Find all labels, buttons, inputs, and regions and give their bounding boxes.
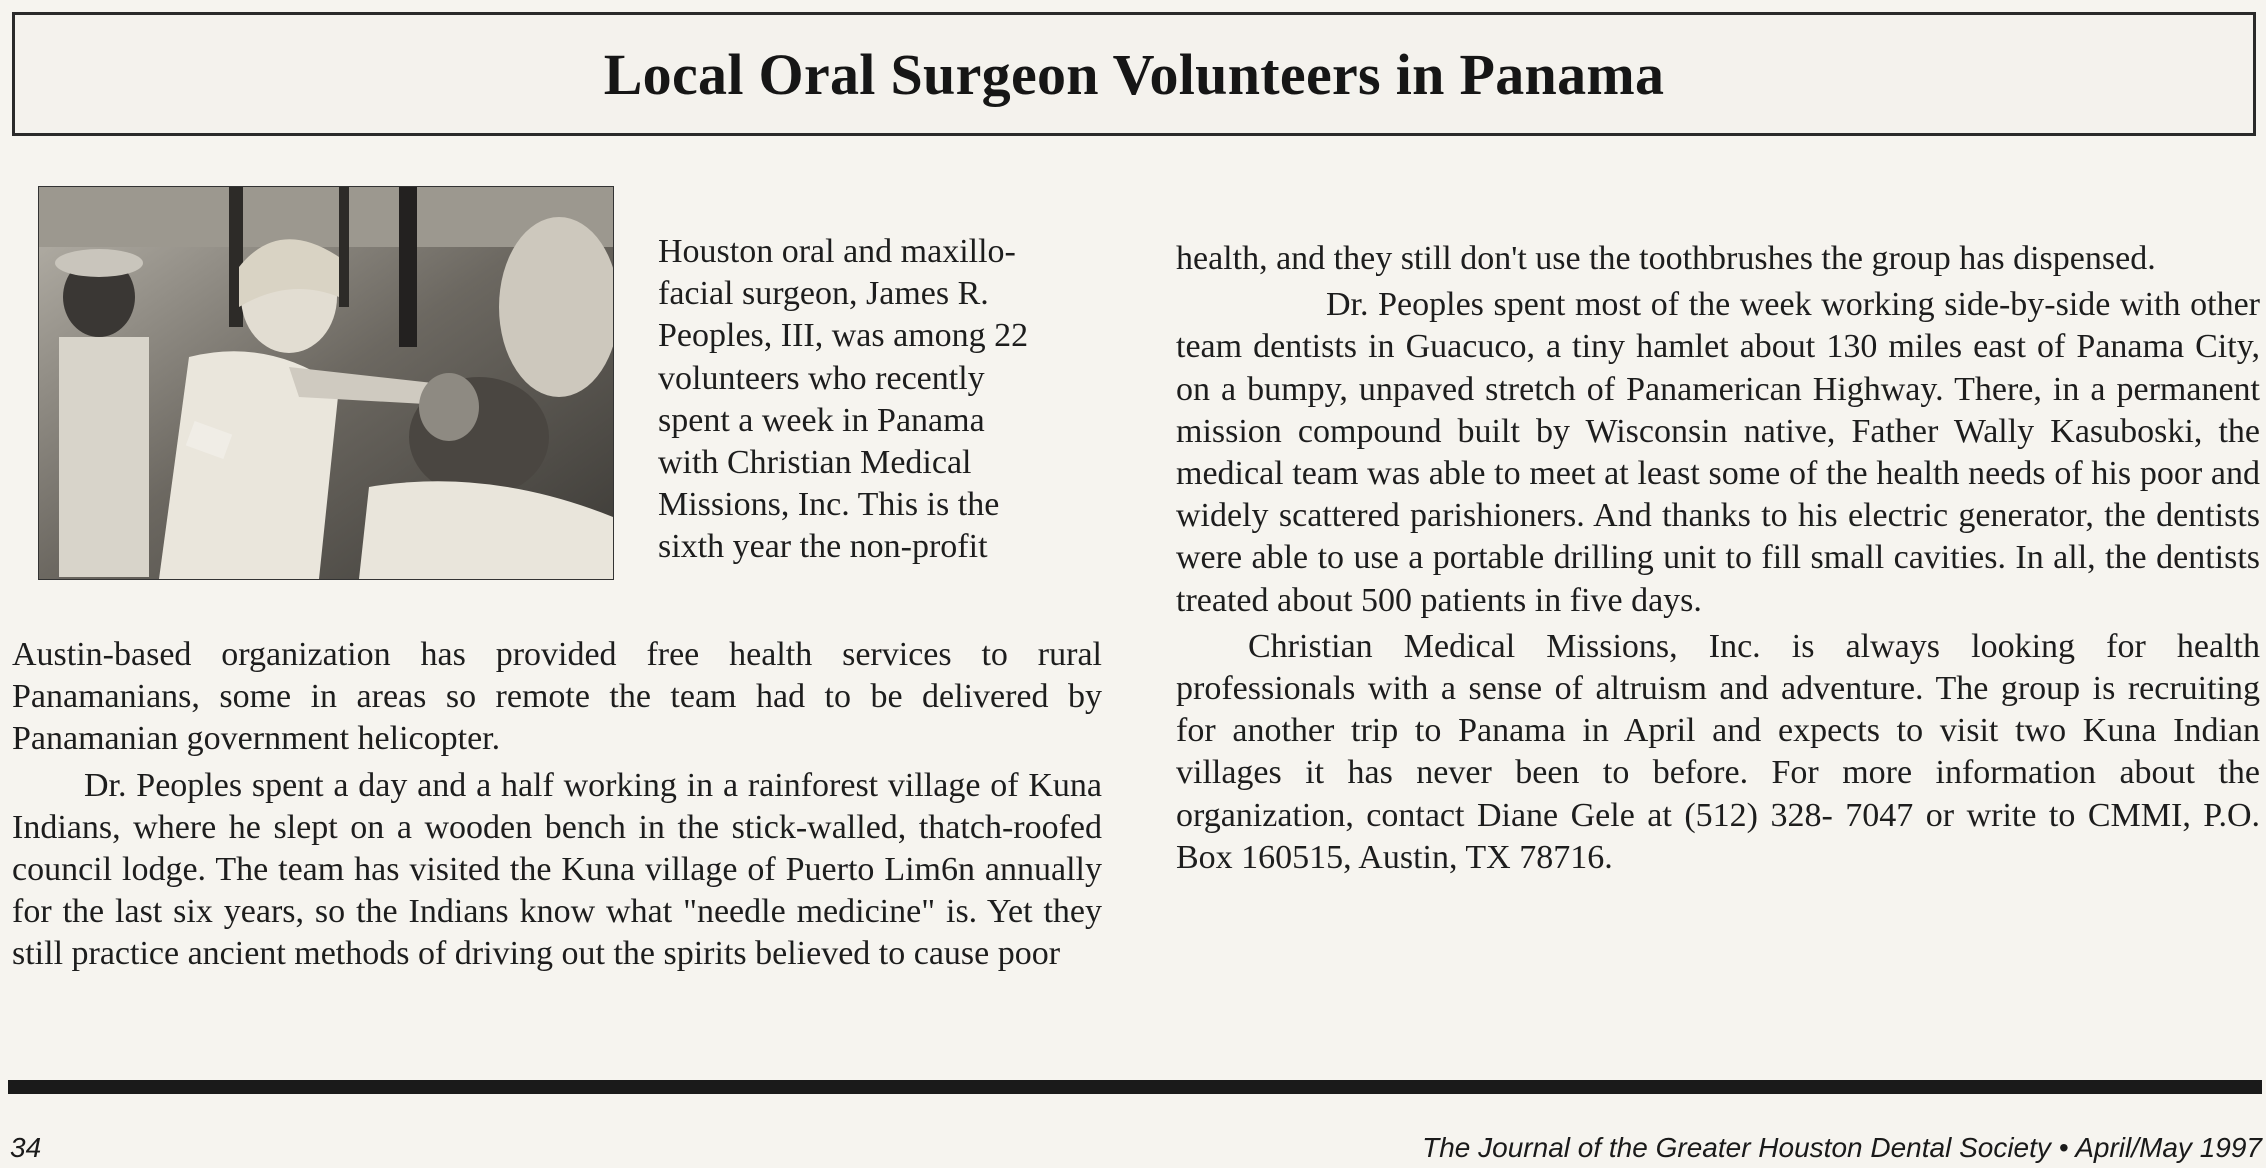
text-line: spent a week in Panama [658, 401, 985, 439]
text-line: Missions, Inc. This is the [658, 486, 1000, 524]
left-column [12, 634, 1102, 976]
page-number: 34 [10, 1132, 42, 1163]
bottom-rule [8, 1080, 2262, 1094]
text-line: with Christian Medical [658, 444, 972, 482]
paragraph: Dr. Peoples spent a day and a half working in a rainforest village of Kuna Indians, where he slept on a wooden bench in the stick-walled, thatch-roofed council lodge. The team has visited the Kuna village of Puerto Lim6n annually for the last six years, so the Indians know what "needle medicine" is. Yet they still practice ancient methods of driving out the spirits believed to cause poor [12, 766, 1102, 973]
text-line: Peoples, III, was among 22 [658, 317, 1029, 355]
article-photo [38, 186, 614, 580]
article-title: Local Oral Surgeon Volunteers in Panama [603, 41, 1665, 107]
journal-citation: The Journal of the Greater Houston Dental Society • April/May 1997 [1422, 1132, 2262, 1163]
text-line: facial surgeon, James R. [658, 275, 989, 313]
headline-box [12, 12, 2256, 136]
article-intro-wrap [658, 231, 1102, 569]
right-column [1176, 238, 2260, 879]
photo-of-dental-volunteer-treating-patient-icon [39, 187, 613, 579]
text-line: sixth year the non-profit [658, 528, 988, 566]
paragraph: Christian Medical Missions, Inc. is always looking for health professionals with a sense of altruism and adventure. The group is recruiting for another trip to Panama in April and expects to visit two Kuna Indian villages it has never been to before. For more information about the organization, contact Diane Gele at (512) 328- 7047 or write to CMMI, P.O. Box 160515, Austin, TX 78716. [1176, 627, 2260, 876]
text-line: volunteers who recently [658, 359, 985, 397]
paragraph: health, and they still don't use the toothbrushes the group has dispensed. [1176, 240, 2156, 277]
text-line: Houston oral and maxillo- [658, 233, 1016, 270]
paragraph: Dr. Peoples spent most of the week working side-by-side with other team dentists in Guacuco, a tiny hamlet about 130 miles east of Panama City, on a bumpy, unpaved stretch of Panamerican Highway. There, in a permanent mission compound built by Wisconsin native, Father Wally Kasuboski, the medical team was able to meet at least some of the health needs of his poor and widely scattered parishioners. And thanks to his electric generator, the dentists were able to use a portable drilling unit to fill small cavities. In all, the dentists treated about 500 patients in five days. [1176, 286, 2260, 619]
paragraph: Austin-based organization has provided free health services to rural Panamanians, some in areas so remote the team had to be delivered by Panamanian government helicopter. [12, 636, 1102, 758]
